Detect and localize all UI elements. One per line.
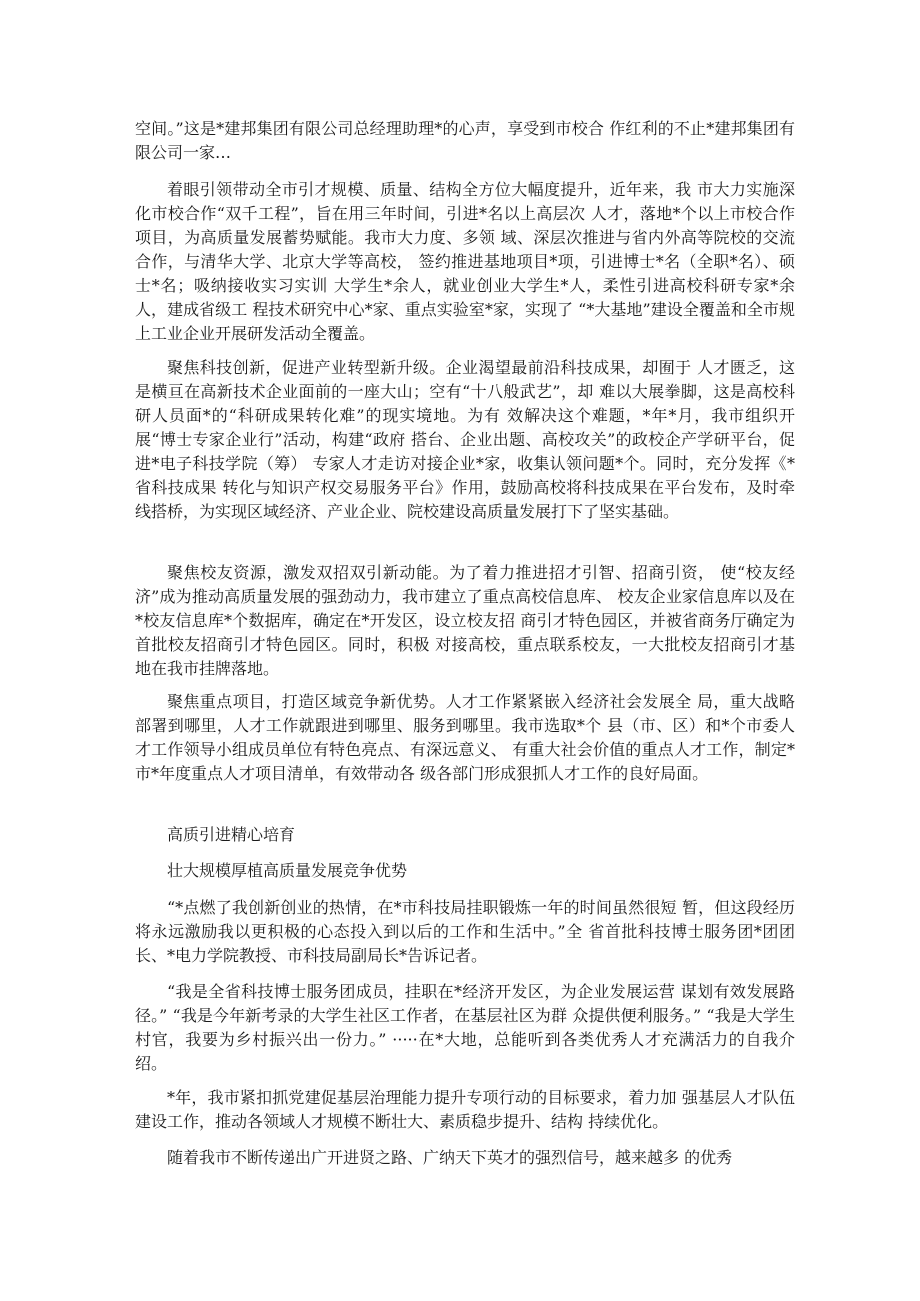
paragraph-alumni-resources: 聚焦校友资源，激发双招双引新动能。为了着力推进招才引智、招商引资， 使“校友经济”成为推动高质量发展的强劲动力，我市建立了重点高校信息库、 校友企业家信息库以及在*校友信息库*个数据库，确定在*开发区，设立校友招 商引才特色园区，并被省商务厅确定为首批校友招商引才特色园区。同时，积极 对接高校，重点联系校友，一大批校友招商引才基地在我市挂牌落地。 — [135, 563, 795, 678]
section-heading-1: 高质引进精心培育 — [167, 825, 296, 844]
paragraph-grassroots: *年，我市紧扣抓党建促基层治理能力提升专项行动的目标要求，着力加 强基层人才队伍建设工作，推动各领域人才规模不断壮大、素质稳步提升、结构 持续优化。 — [135, 1088, 795, 1131]
paragraph-quote-members: “我是全省科技博士服务团成员，挂职在*经济开发区，为企业发展运营 谋划有效发展路径。” “我是今年新考录的大学生社区工作者，在基层社区为群 众提供便利服务。” “我是大学生村官，我要为乡村振兴出一份力。” ·····在*大地，总能听到各类优秀人才充满活力的自我介绍。 — [135, 982, 795, 1073]
paragraph-talent-scale: 着眼引领带动全市引才规模、质量、结构全方位大幅度提升，近年来，我 市大力实施深化市校合作“双千工程”，旨在用三年时间，引进*名以上高层次 人才，落地*个以上市校合作项目，为高质量发展蓄势赋能。我市大力度、多领 域、深层次推进与省内外高等院校的交流合作，与清华大学、北京大学等高校， 签约推进基地项目*项，引进博士*名（全职*名）、硕士*名；吸纳接收实习实训 大学生*余人，就业创业大学生*人，柔性引进高校科研专家*余人，建成省级工 程技术研究中心*家、重点实验室*家，实现了 “*大基地”建设全覆盖和全市规 上工业企业开展研发活动全覆盖。 — [135, 180, 795, 343]
paragraph-quote-doctor: “*点燃了我创新创业的热情，在*市科技局挂职锻炼一年的时间虽然很短 暂，但这段经历将永远激励我以更积极的心态投入到以后的工作和生活中。”全 省首批科技博士服务团*团团长、*电力学院教授、市科技局副局长*告诉记者。 — [135, 898, 795, 965]
paragraph-key-projects: 聚焦重点项目，打造区域竞争新优势。人才工作紧紧嵌入经济社会发展全 局，重大战略部署到哪里，人才工作就跟进到哪里、服务到哪里。我市选取*个 县（市、区）和*个市委人才工作领导小组成员单位有特色亮点、有深远意义、 有重大社会价值的重点人才工作，制定*市*年度重点人才项目清单，有效带动各 级各部门形成狠抓人才工作的良好局面。 — [135, 692, 795, 783]
paragraph-intro: 空间。”这是*建邦集团有限公司总经理助理*的心声，享受到市校合 作红利的不止*建邦集团有限公司一家… — [135, 119, 795, 162]
paragraph-talent-signal: 随着我市不断传递出广开进贤之路、广纳天下英才的强烈信号，越来越多 的优秀 — [167, 1148, 733, 1167]
section-heading-2: 壮大规模厚植高质量发展竞争优势 — [167, 861, 408, 880]
paragraph-tech-innovation: 聚焦科技创新，促进产业转型新升级。企业渴望最前沿科技成果，却囿于 人才匮乏，这是横亘在高新技术企业面前的一座大山；空有“十八般武艺”，却 难以大展拳脚，这是高校科研人员面*的“科研成果转化难”的现实境地。为有 效解决这个难题，*年*月，我市组织开展“博士专家企业行”活动，构建“政府 搭台、企业出题、高校攻关”的政校企产学研平台，促进*电子科技学院（筹） 专家人才走访对接企业*家，收集认领问题*个。同时，充分发挥《*省科技成果 转化与知识产权交易服务平台》作用，鼓励高校将科技成果在平台发布，及时牵 线搭桥，为实现区域经济、产业企业、院校建设高质量发展打下了坚实基础。 — [135, 358, 795, 521]
